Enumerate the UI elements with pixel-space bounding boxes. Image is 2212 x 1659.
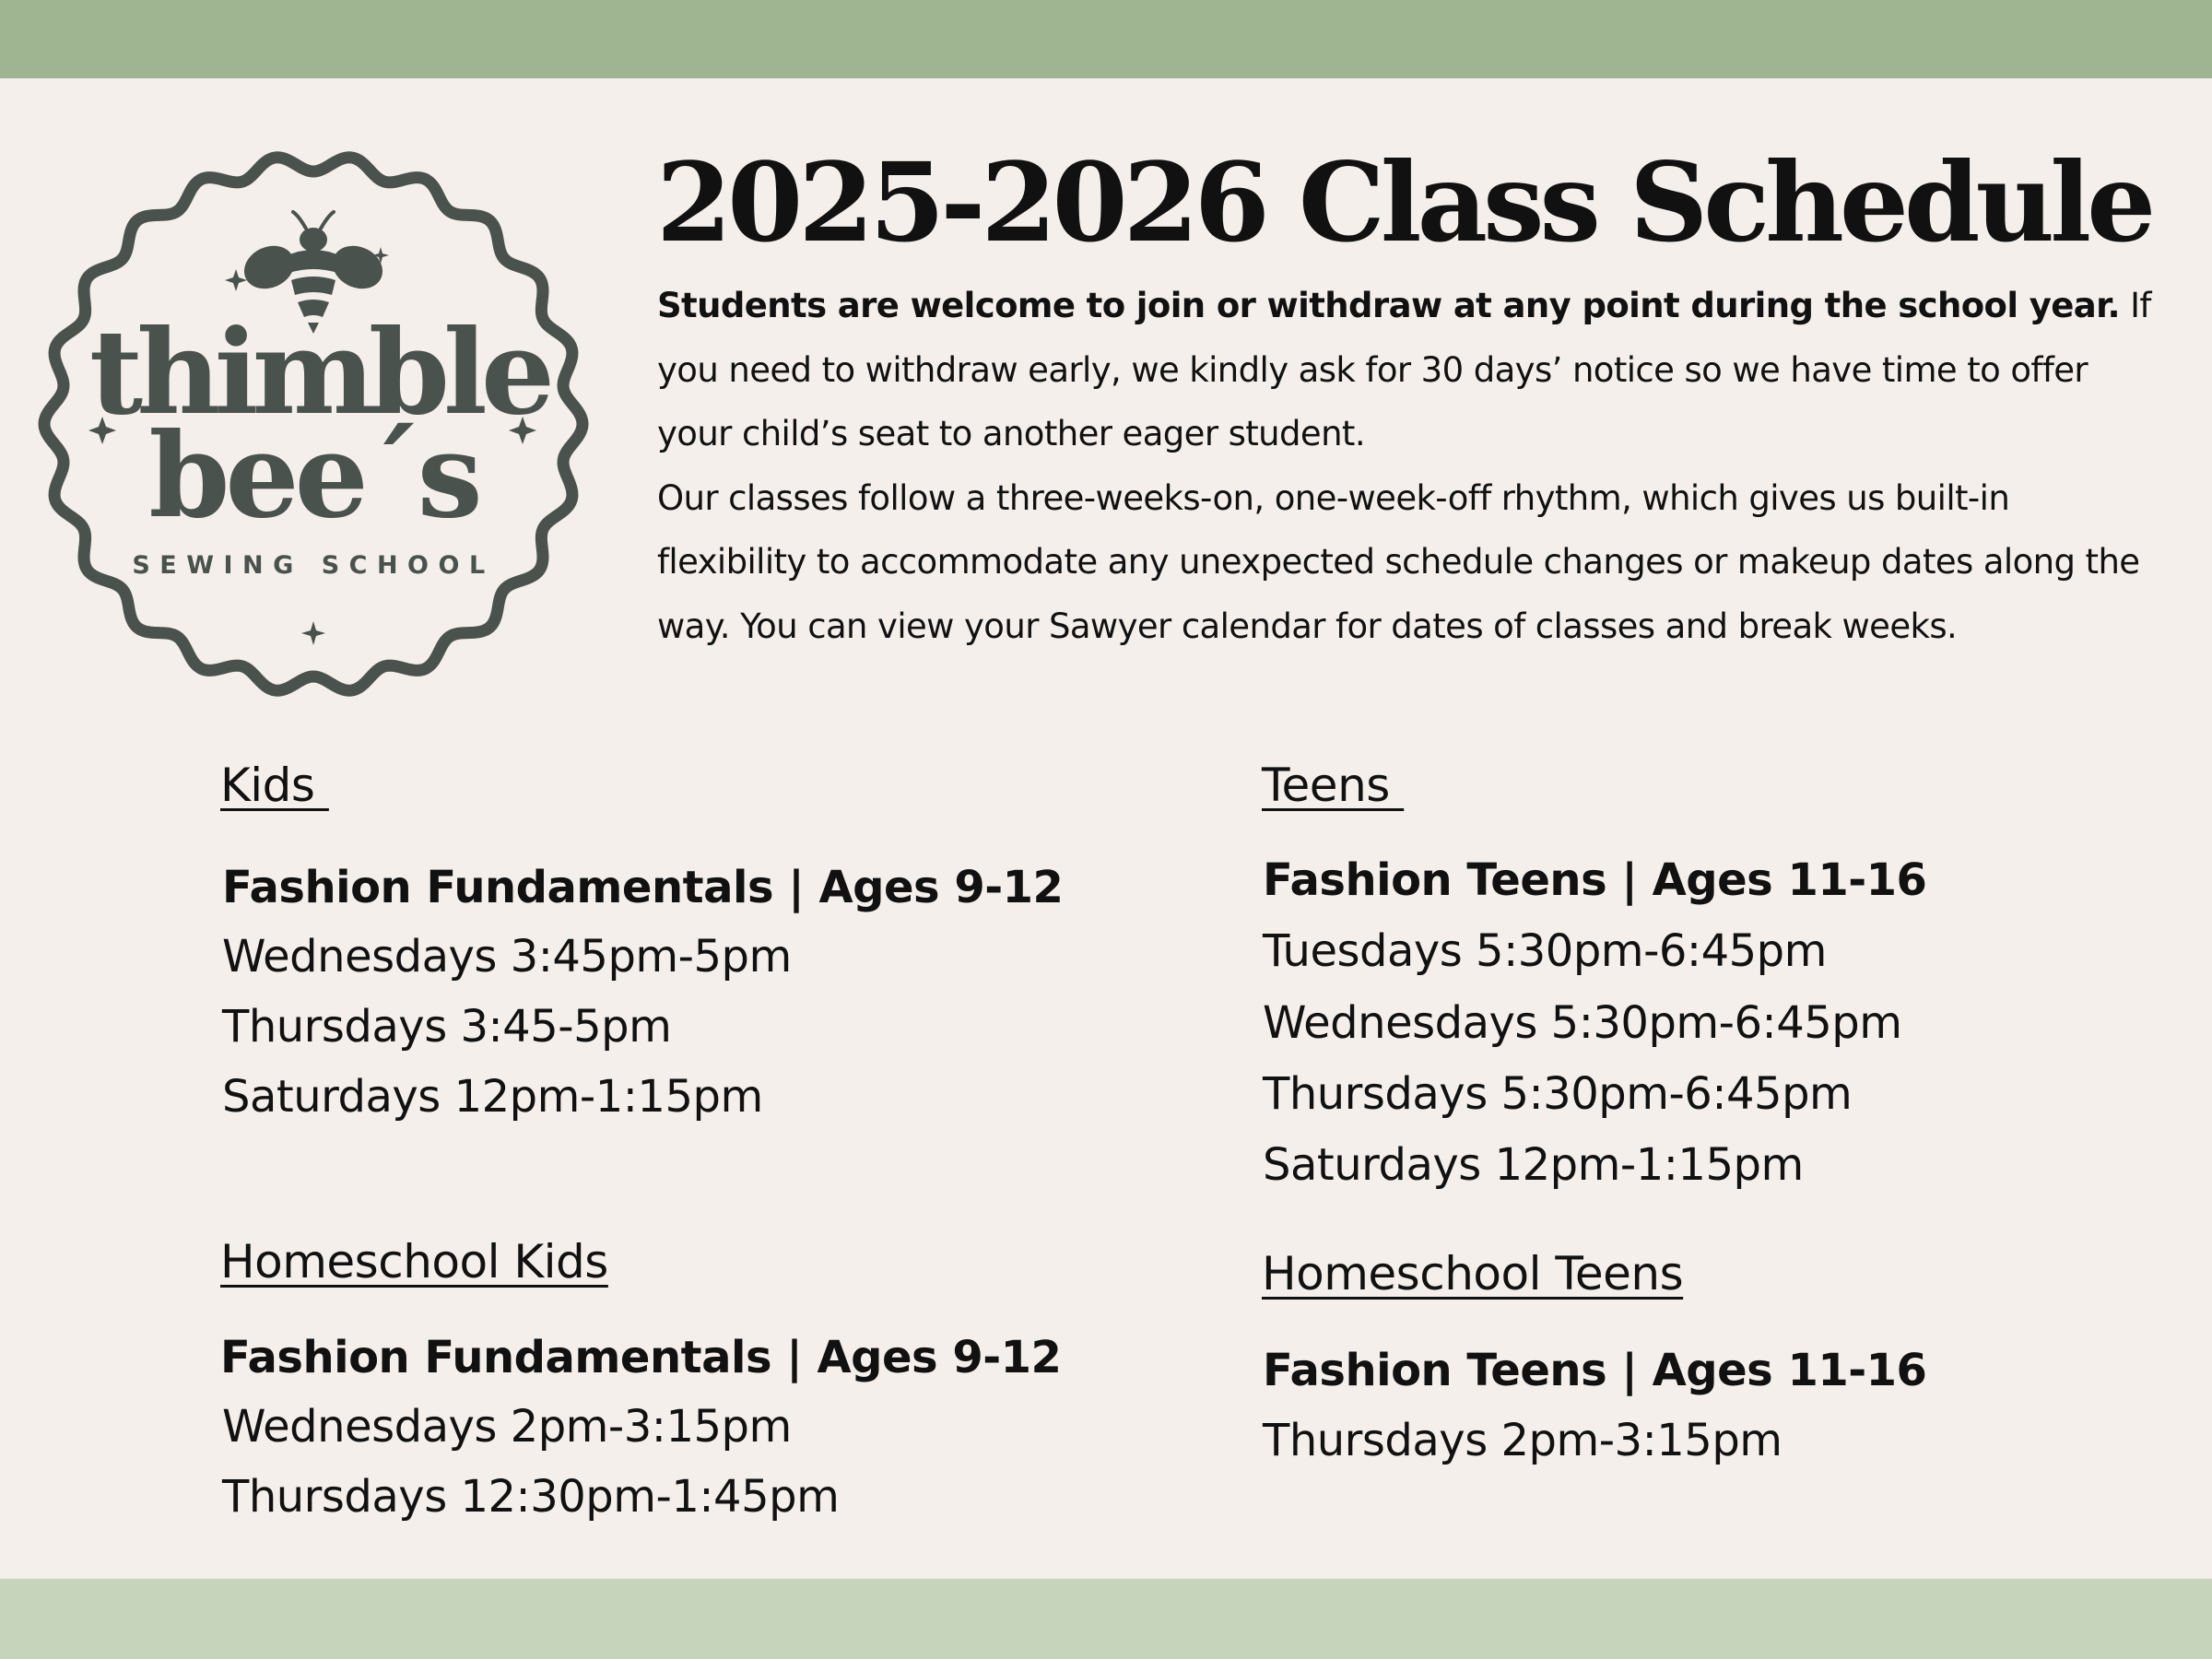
schedule-slot: Wednesdays 5:30pm-6:45pm — [1263, 997, 1902, 1049]
schedule-slot: Wednesdays 2pm-3:15pm — [222, 1401, 792, 1453]
section-heading-kids: Kids — [220, 759, 329, 812]
bottom-band — [0, 1579, 2212, 1659]
logo-word-thimble: thimble — [88, 304, 549, 441]
schedule-slot: Thursdays 2pm-3:15pm — [1263, 1415, 1783, 1466]
sparkle-icon — [225, 269, 247, 291]
section-kids — [220, 758, 1064, 1123]
schedule-slot: Tuesdays 5:30pm-6:45pm — [1263, 925, 1827, 977]
course-title: Fashion Fundamentals | Ages 9-12 — [222, 862, 1064, 913]
schedule-slot: Wednesdays 3:45pm-5pm — [222, 931, 792, 982]
page-title: 2025-2026 Class Schedule — [656, 138, 2152, 266]
section-heading-homeschool-teens: Homeschool Teens — [1262, 1247, 1684, 1300]
schedule-slot: Thursdays 3:45-5pm — [222, 1001, 672, 1053]
logo-word-bees: bee´s — [148, 407, 478, 544]
logo-badge — [37, 147, 590, 700]
course-title: Fashion Teens | Ages 11-16 — [1263, 854, 1927, 906]
section-heading-teens: Teens — [1262, 759, 1405, 812]
schedule-slot: Saturdays 12pm-1:15pm — [1263, 1139, 1804, 1191]
course-title: Fashion Teens | Ages 11-16 — [1263, 1345, 1927, 1396]
intro-rhythm: Our classes follow a three-weeks-on, one-week-off rhythm, which gives us built-in flexibility to accommodate any unexpected schedule changes or makeup dates along the way. You can view your Sawyer calendar for dates of classes and break weeks. — [657, 477, 2140, 646]
intro-text — [657, 274, 2169, 658]
section-homeschool-kids — [220, 1234, 1062, 1523]
schedule-slot: Saturdays 12pm-1:15pm — [222, 1071, 763, 1123]
schedule-slot: Thursdays 5:30pm-6:45pm — [1263, 1068, 1853, 1120]
schedule-slot: Thursdays 12:30pm-1:45pm — [222, 1471, 840, 1523]
logo-tagline: SEWING SCHOOL — [132, 551, 495, 580]
sparkle-icon — [301, 621, 325, 645]
intro-bold-lead: Students are welcome to join or withdraw at any point during the school year. — [657, 286, 2120, 325]
section-heading-homeschool-kids: Homeschool Kids — [220, 1235, 608, 1288]
section-teens — [1262, 758, 1927, 1191]
thimble-bees-logo — [37, 147, 590, 700]
course-title: Fashion Fundamentals | Ages 9-12 — [220, 1332, 1062, 1383]
top-band — [0, 0, 2212, 78]
intro-notice: If you need to withdraw early, we kindly ask for 30 days’ notice so we have time to offer your child’s seat to another eager student. — [657, 286, 2151, 453]
section-homeschool-teens — [1262, 1246, 1927, 1466]
